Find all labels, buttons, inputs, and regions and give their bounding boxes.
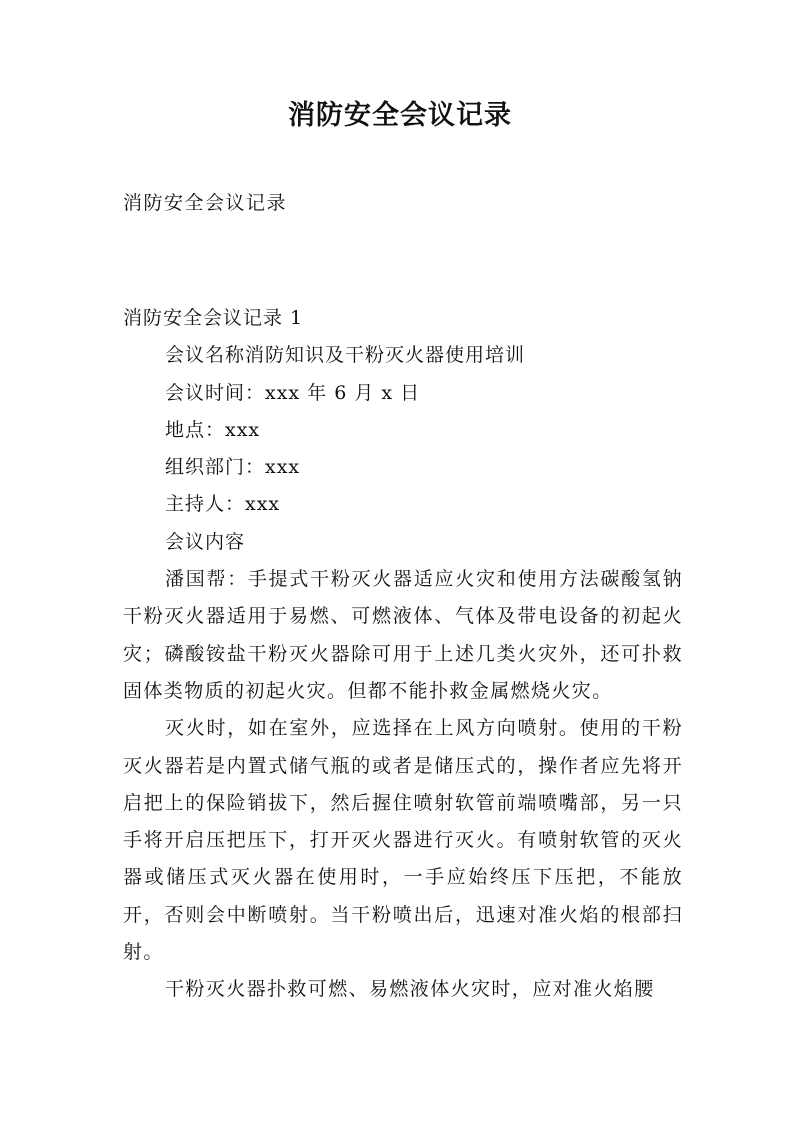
section-heading: 消防安全会议记录 1 (123, 307, 304, 329)
paragraph: 灭火时，如在室外，应选择在上风方向喷射。使用的干粉灭火器若是内置式储气瓶的或者是储压式的，操作者应先将开启把上的保险销拔下，然后握住喷射软管前端喷嘴部，另一只手将开启压把压下，打开灭火器进行灭火。有喷射软管的灭火器或储压式灭火器在使用时，一手应始终压下压把，不能放开，否则会中断喷射。当干粉喷出后，迅速对准火焰的根部扫射。 (123, 717, 683, 964)
meeting-organizer: 组织部门：xxx (165, 456, 301, 479)
meeting-name: 会议名称消防知识及干粉灭火器使用培训 (165, 344, 526, 367)
document-subtitle: 消防安全会议记录 (123, 192, 288, 214)
document-title: 消防安全会议记录 (288, 100, 512, 131)
paragraph: 干粉灭火器扑救可燃、易燃液体火灾时，应对准火焰腰 (165, 978, 655, 1001)
paragraph: 潘国帮：手提式干粉灭火器适应火灾和使用方法碳酸氢钠干粉灭火器适用于易燃、可燃液体、气体及带电设备的初起火灾；磷酸铵盐干粉灭火器除可用于上述几类火灾外，还可扑救固体类物质的初起火灾。但都不能扑救金属燃烧火灾。 (123, 568, 683, 702)
document-body (123, 300, 683, 1009)
meeting-time: 会议时间：xxx 年 6 月 x 日 (165, 381, 421, 404)
meeting-host: 主持人：xxx (165, 493, 281, 516)
meeting-location: 地点：xxx (165, 418, 261, 441)
meeting-content-label: 会议内容 (165, 530, 246, 553)
